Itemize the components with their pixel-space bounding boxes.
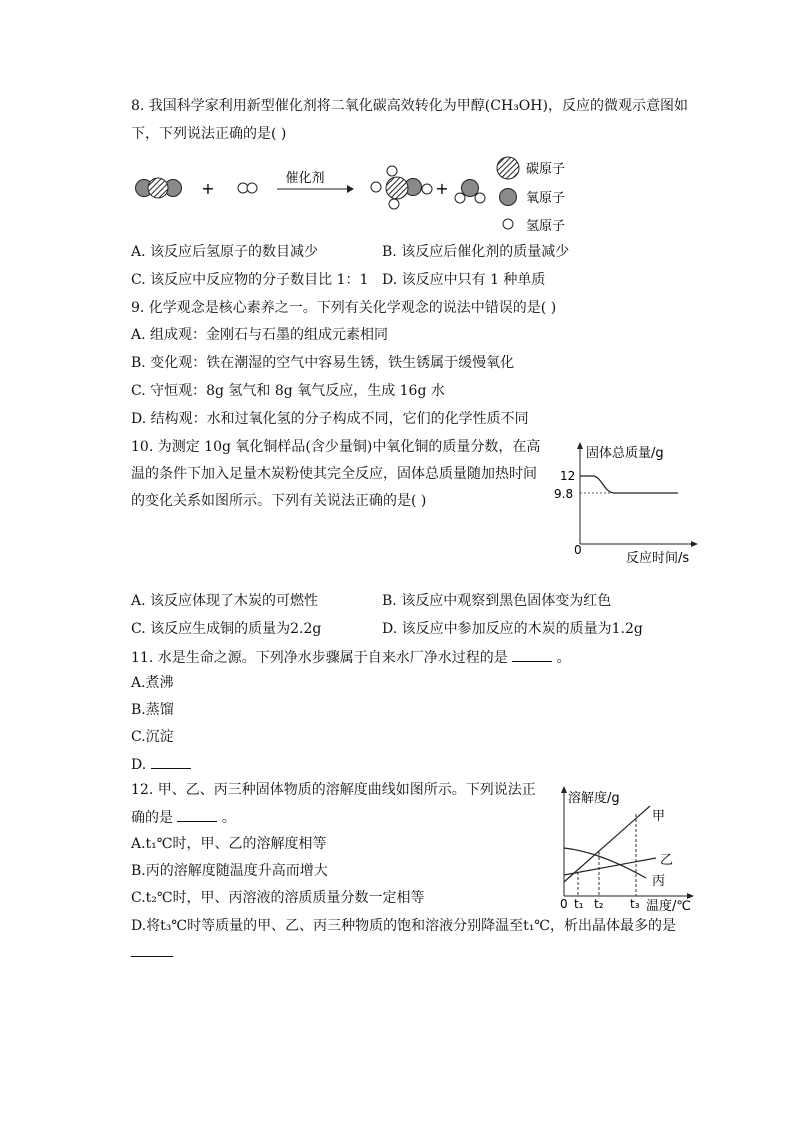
q10-stem-line2: 温的条件下加入足量木炭粉使其完全反应，固体总质量随加热时间	[131, 466, 537, 482]
origin-label: 0	[574, 543, 582, 557]
q8-reaction-diagram	[125, 152, 585, 232]
legend-oxygen: 氧原子	[526, 191, 566, 206]
x-axis-label: 反应时间/s	[626, 551, 690, 566]
reaction-arrow	[277, 185, 354, 193]
q11-stem-end: 。	[556, 650, 571, 666]
x-tick-t3: t₃	[630, 897, 640, 911]
q10-option-c[interactable]: C. 该反应生成铜的质量为2.2g	[131, 621, 322, 637]
q8-stem-line2: 下，下列说法正确的是( )	[131, 126, 287, 142]
q9-option-b[interactable]: B. 变化观：铁在潮湿的空气中容易生锈，铁生锈属于缓慢氧化	[131, 355, 515, 371]
q10-mass-time-graph	[550, 440, 700, 570]
q12-stem-line1: 12. 甲、乙、丙三种固体物质的溶解度曲线如图所示。下列说法正	[131, 782, 536, 798]
q8-option-a[interactable]: A. 该反应后氢原子的数目减少	[131, 244, 319, 260]
q11-stem	[131, 647, 571, 668]
oxygen-atom-icon	[500, 189, 517, 206]
q11-option-d[interactable]	[131, 754, 191, 775]
catalyst-label: 催化剂	[285, 171, 325, 186]
curve-label-bing: 丙	[652, 874, 666, 889]
origin-label: 0	[560, 897, 568, 911]
y-tick-12: 12	[560, 469, 576, 483]
x-tick-t1: t₁	[574, 897, 584, 911]
h2-molecule	[238, 183, 257, 193]
curve-label-jia: 甲	[652, 809, 666, 824]
hydrogen-atom-icon	[503, 219, 513, 229]
q11-option-d-blank[interactable]	[151, 754, 191, 769]
q11-option-a[interactable]: A.煮沸	[131, 675, 174, 691]
y-axis-label: 溶解度/g	[568, 791, 620, 806]
carbon-atom-icon	[497, 157, 519, 179]
plus-sign-2: +	[435, 179, 449, 198]
q8-stem-line1: 8. 我国科学家利用新型催化剂将二氧化碳高效转化为甲醇(CH₃OH)，反应的微观示意图如	[131, 98, 688, 114]
curve-jia	[564, 806, 650, 882]
q12-option-a[interactable]: A.t₁℃时，甲、乙的溶解度相等	[131, 836, 327, 852]
q9-option-a[interactable]: A. 组成观：金刚石与石墨的组成元素相同	[131, 327, 389, 343]
methanol-molecule	[371, 166, 432, 209]
q12-option-c[interactable]: C.t₂℃时，甲、丙溶液的溶质质量分数一定相等	[131, 890, 425, 906]
q11-option-d-label: D.	[131, 757, 147, 773]
q10-option-d[interactable]: D. 该反应中参加反应的木炭的质量为1.2g	[382, 621, 643, 637]
h2o-molecule	[455, 180, 485, 204]
plus-sign-1: +	[201, 179, 215, 198]
q10-option-b[interactable]: B. 该反应中观察到黑色固体变为红色	[382, 593, 612, 609]
y-axis-label: 固体总质量/g	[586, 446, 664, 461]
q12-stem-end: 。	[221, 810, 236, 826]
q9-stem: 9. 化学观念是核心素养之一。下列有关化学观念的说法中错误的是( )	[131, 300, 557, 316]
atom-legend	[497, 157, 565, 232]
q12-stem-line2	[131, 807, 236, 828]
q11-option-c[interactable]: C.沉淀	[131, 729, 174, 745]
q9-option-c[interactable]: C. 守恒观：8g 氢气和 8g 氧气反应，生成 16g 水	[131, 383, 445, 399]
curve-label-yi: 乙	[660, 853, 674, 868]
q11-answer-blank[interactable]	[512, 647, 552, 662]
q10-stem-line3: 的变化关系如图所示。下列有关说法正确的是( )	[131, 493, 427, 509]
legend-hydrogen: 氢原子	[526, 219, 566, 232]
q11-option-b[interactable]: B.蒸馏	[131, 702, 174, 718]
q10-stem-line1: 10. 为测定 10g 氧化铜样品(含少量铜)中氧化铜的质量分数，在高	[131, 439, 541, 455]
x-axis-label: 温度/℃	[646, 899, 691, 914]
q12-option-d[interactable]: D.将t₃℃时等质量的甲、乙、丙三种物质的饱和溶液分别降温至t₁℃，析出晶体最多的是	[131, 918, 676, 934]
q12-option-b[interactable]: B.丙的溶解度随温度升高而增大	[131, 863, 328, 879]
legend-carbon: 碳原子	[526, 162, 566, 177]
q8-option-b[interactable]: B. 该反应后催化剂的质量减少	[382, 244, 570, 260]
q12-answer-blank[interactable]	[177, 807, 217, 822]
curve-bing	[564, 848, 646, 878]
q9-option-d[interactable]: D. 结构观：水和过氧化氢的分子构成不同，它们的化学性质不同	[131, 411, 529, 427]
x-tick-t2: t₂	[594, 897, 604, 911]
q8-option-c[interactable]: C. 该反应中反应物的分子数目比 1：1	[131, 272, 369, 288]
co2-molecule	[136, 178, 182, 198]
y-tick-9-8: 9.8	[554, 487, 574, 501]
mass-curve	[580, 476, 678, 493]
q8-option-d[interactable]: D. 该反应中只有 1 种单质	[382, 272, 546, 288]
q10-option-a[interactable]: A. 该反应体现了木炭的可燃性	[131, 593, 319, 609]
q12-stem-text: 确的是	[131, 810, 173, 826]
q12-solubility-graph	[550, 786, 700, 914]
q12-option-d-blank[interactable]	[131, 956, 173, 957]
q11-stem-text: 11. 水是生命之源。下列净水步骤属于自来水厂净水过程的是	[131, 650, 508, 666]
